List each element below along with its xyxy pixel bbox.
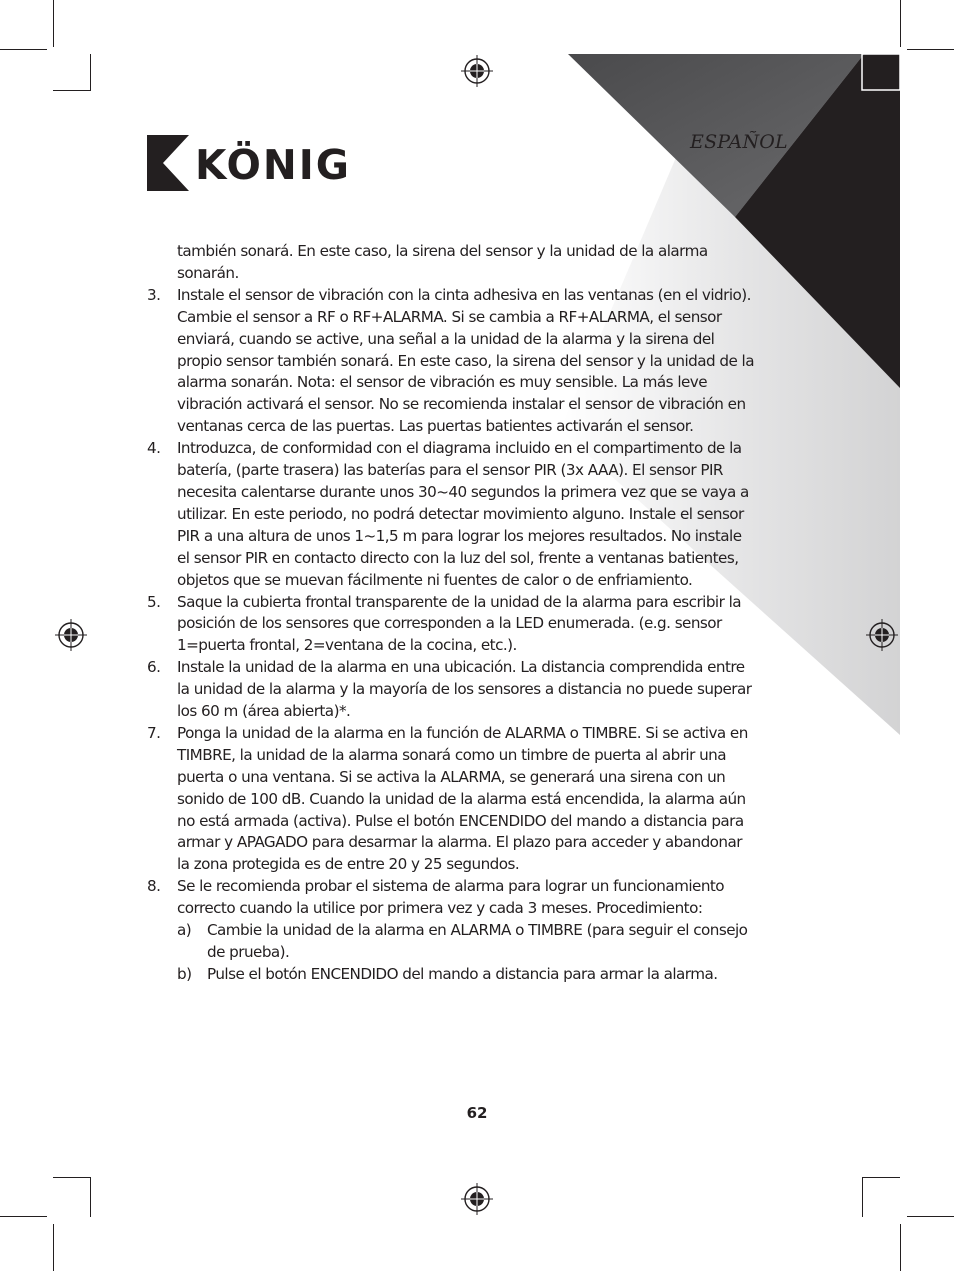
crop-mark (900, 1224, 901, 1271)
item-text: Saque la cubierta frontal transparente de la unidad de la alarma para escribir la posición de los sensores que corresponden a la LED enumerada. (e.g. sensor 1=puerta frontal, 2=ventana de la cocina, etc.). (177, 592, 741, 655)
item-number: 3. (147, 285, 161, 304)
registration-mark-icon (865, 618, 899, 652)
sublist-text: Pulse el botón ENCENDIDO del mando a distancia para armar la alarma. (207, 964, 718, 983)
crop-mark (907, 1216, 954, 1217)
item-number: 4. (147, 439, 161, 458)
crop-mark (90, 54, 91, 91)
sublist-letter: b) (177, 964, 192, 983)
list-item (147, 438, 755, 591)
registration-mark-icon (460, 54, 494, 88)
registration-mark-icon (54, 618, 88, 652)
item-number: 7. (147, 723, 161, 742)
list-item (147, 592, 755, 658)
konig-logo (147, 135, 357, 191)
sublist-item (177, 964, 755, 986)
crop-mark (0, 49, 47, 50)
item-text: Instale la unidad de la alarma en una ubicación. La distancia comprendida entre la unidad de la alarma y la mayoría de los sensores a distancia no puede superar los 60 m (área abierta)*. (177, 658, 752, 721)
list-item (147, 876, 755, 920)
sublist-letter: a) (177, 921, 192, 940)
crop-mark (900, 0, 901, 47)
crop-mark (53, 1224, 54, 1271)
item-number: 6. (147, 658, 161, 677)
crop-mark (53, 1177, 91, 1178)
crop-mark (862, 1177, 863, 1217)
item-text: Introduzca, de conformidad con el diagrama incluido en el compartimento de la batería, (parte trasera) las baterías para el sensor PIR (3x AAA). El sensor PIR necesita calentarse durante unos 30~40 segundos la primera vez que se vaya a utilizar. En este periodo, no podrá detectar movimiento alguno. Instale el sensor PIR a una altura de unos 1~1,5 m para lograr los mejores resultados. No instale el sensor PIR en contacto directo con la luz del sol, frente a ventanas batientes, objetos que se muevan fácilmente ni fuentes de calor o de enfriamiento. (177, 439, 749, 589)
list-item (147, 723, 755, 876)
crop-mark (53, 0, 54, 47)
item-number: 5. (147, 592, 161, 611)
instruction-list (147, 241, 755, 986)
language-label: ESPAÑOL (690, 131, 788, 153)
crop-mark (0, 1216, 47, 1217)
item-number: 8. (147, 877, 161, 896)
sublist-text: Cambie la unidad de la alarma en ALARMA o TIMBRE (para seguir el consejo de prueba). (207, 921, 748, 961)
crop-mark (53, 90, 91, 91)
item-text: Ponga la unidad de la alarma en la función de ALARMA o TIMBRE. Si se activa en TIMBRE, la unidad de la alarma sonará como un timbre de puerta al abrir una puerta o una ventana. Si se activa la ALARMA, se generará una sirena con un sonido de 100 dB. Cuando la unidad de la alarma está encendida, la alarma aún no está armada (activa). Pulse el botón ENCENDIDO del mando a distancia para armar y APAGADO para desarmar la alarma. El plazo para acceder y abandonar la zona protegida es de entre 20 y 25 segundos. (177, 723, 748, 874)
item-text: Se le recomienda probar el sistema de alarma para lograr un funcionamiento correcto cuando la utilice por primera vez y cada 3 meses. Procedimiento: (177, 877, 725, 918)
logo-mark-icon (147, 135, 189, 191)
logo-wordmark: KÖNIG (195, 141, 351, 189)
crop-mark (907, 49, 954, 50)
list-item (147, 657, 755, 723)
continued-paragraph: también sonará. En este caso, la sirena del sensor y la unidad de la alarma sonarán. (177, 242, 708, 282)
item-text: Instale el sensor de vibración con la cinta adhesiva en las ventanas (en el vidrio). Cambie el sensor a RF o RF+ALARMA. Si se cambia a RF+ALARMA, el sensor enviará, cuando se active, una señal a la unidad de la alarma y la sirena del propio sensor también sonará. En este caso, la sirena del sensor y la unidad de la alarma sonarán. Nota: el sensor de vibración es muy sensible. La más leve vibración activará el sensor. No se recomienda instalar el sensor de vibración en ventanas cerca de las puertas. Las puertas batientes activarán el sensor. (177, 285, 754, 436)
page-number: 62 (466, 1104, 488, 1122)
procedure-sublist (147, 920, 755, 986)
registration-mark-icon (460, 1182, 494, 1216)
sublist-item (177, 920, 755, 964)
crop-mark (862, 1177, 900, 1178)
crop-mark (90, 1177, 91, 1217)
list-item (147, 285, 755, 438)
